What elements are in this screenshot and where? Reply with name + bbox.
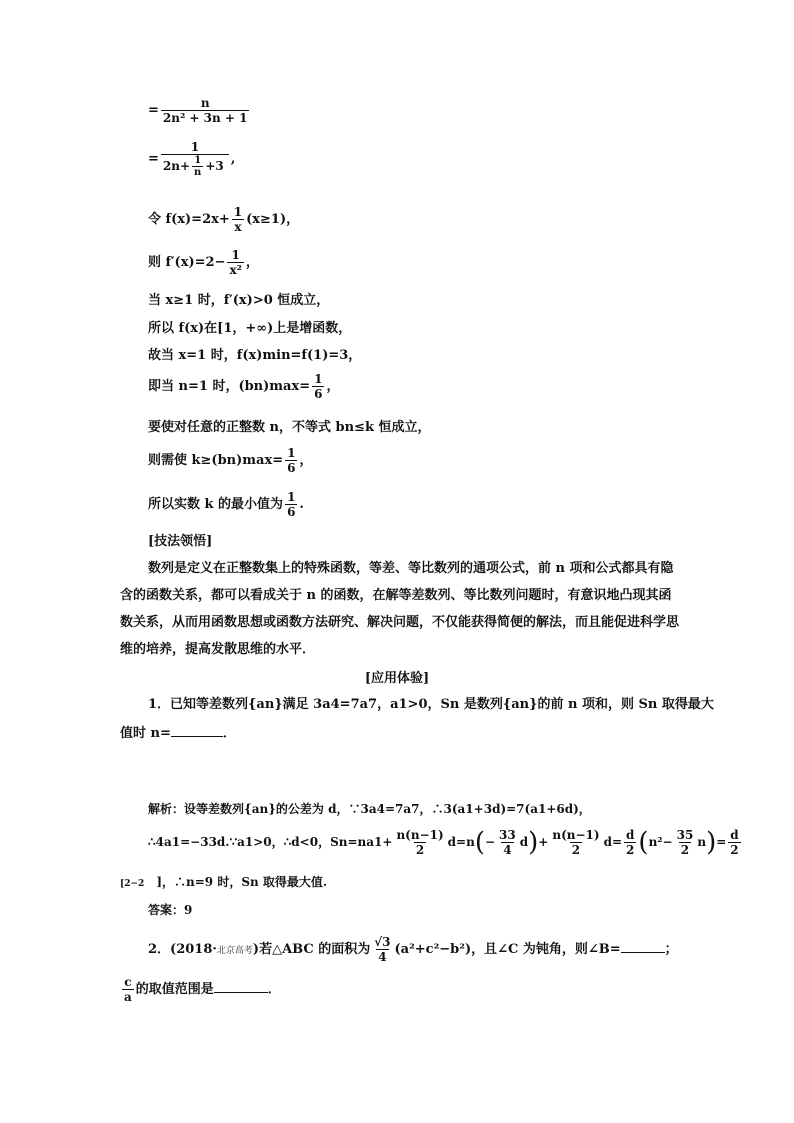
fraction	[285, 446, 297, 475]
equation-line-8	[148, 372, 339, 401]
fraction-denominator: 6	[287, 461, 296, 475]
fraction	[232, 205, 244, 234]
fraction	[227, 248, 243, 277]
right-paren: )	[706, 827, 717, 858]
left-paren: (	[474, 827, 485, 858]
answer-line: 答案：9	[148, 903, 193, 917]
punctuation: ．	[267, 982, 281, 997]
fraction	[624, 828, 636, 857]
garbled-bracket: [2−2	[120, 879, 145, 889]
fraction-denominator: x	[234, 220, 242, 234]
equation-line-9: 要使对任意的正整数 n，不等式 bn≤k 恒成立，	[148, 420, 431, 435]
fraction-denominator: n	[194, 167, 202, 178]
text-part: ]，∴n=9 时，Sn 取得最大值.	[156, 875, 328, 889]
fraction	[122, 975, 134, 1004]
equation-line-11	[148, 490, 304, 519]
fraction-numerator: c	[124, 975, 132, 989]
text-part: )若△ABC 的面积为	[252, 942, 371, 957]
fraction-numerator: 1	[314, 372, 323, 386]
text-part: 令 f(x)=2x+	[148, 212, 230, 227]
text-part: d	[519, 835, 529, 849]
question-2-line-1	[148, 935, 678, 964]
text-part: ，	[326, 379, 340, 394]
punctuation: ,	[230, 151, 236, 167]
fraction-denominator: 2	[571, 843, 581, 857]
equation-line-1	[148, 96, 251, 125]
fraction-denominator: x²	[229, 263, 242, 277]
fraction	[372, 935, 392, 964]
fraction	[312, 372, 324, 401]
question-1-line-2	[120, 724, 236, 742]
text-part: ，	[245, 255, 259, 270]
fraction-numerator: 1	[287, 446, 296, 460]
fraction	[161, 96, 250, 125]
equation-line-3	[148, 205, 299, 234]
text-part: ∴4a1=−33d.∵a1>0，∴d<0，Sn=na1+	[148, 835, 393, 849]
punctuation: ；	[664, 942, 678, 957]
equation-line-10	[148, 446, 312, 475]
text-part: d=	[603, 835, 623, 849]
fraction-numerator: 1	[233, 205, 243, 219]
text-part: 即当 n=1 时，(bn)max=	[148, 379, 311, 394]
equation-line-5: 当 x≥1 时，f′(x)>0 恒成立，	[148, 293, 330, 308]
fraction-denominator: 2	[680, 843, 690, 857]
fraction-numerator: d	[730, 828, 739, 842]
text-part: 则 f′(x)=2−	[148, 255, 226, 270]
text-part: ，	[299, 453, 313, 468]
text-part: −	[484, 835, 496, 849]
text-part: (x≥1)，	[246, 212, 300, 227]
text-part: 值时 n=	[120, 726, 171, 741]
fraction	[675, 828, 696, 857]
answer-blank[interactable]	[171, 724, 223, 737]
equation-line-6: 所以 f(x)在[1，+∞)上是增函数，	[148, 321, 352, 336]
text-part: +	[538, 835, 549, 849]
text-part: 的取值范围是	[135, 982, 214, 997]
fraction-numerator: 1	[287, 490, 296, 504]
fraction-numerator: n	[200, 96, 210, 110]
text-part: n	[697, 835, 707, 849]
apply-heading: [应用体验]	[364, 671, 430, 686]
text-part: (a²+c²−b²)，且∠C 为钝角，则∠B=	[394, 942, 621, 957]
question-2-line-2	[120, 975, 281, 1004]
inner-fraction	[192, 155, 203, 178]
fraction	[394, 828, 445, 857]
fraction-denominator: 6	[287, 505, 296, 519]
section-paragraph: 数列是定义在正整数集上的特殊函数，等差、等比数列的通项公式，前 n 项和公式都具有隐含的函数关系，都可以看成关于 n 的函数，在解等差数列、等比数列问题时，有意识地凸现其函数关系，从而用函数思想或函数方法研究、解决问题，不仅能获得简便的解法，而且能促进科学思维的培养，提高发散思维的水平．	[120, 561, 680, 657]
section-heading: [技法领悟]	[148, 534, 213, 549]
fraction	[728, 828, 740, 857]
equals-sign: =	[148, 103, 159, 118]
equation-line-2	[148, 140, 235, 178]
equals-sign: =	[148, 151, 159, 167]
punctuation: ．	[222, 726, 236, 741]
fraction-numerator: 33	[499, 828, 516, 842]
answer-blank-range[interactable]	[214, 980, 268, 993]
solution-line-1: 解析：设等差数列{an}的公差为 d，∵3a4=7a7，∴3(a1+3d)=7(a1+6d)，	[148, 802, 591, 816]
fraction-numerator: 1	[231, 248, 240, 262]
fraction-denominator: 2n² + 3n + 1	[162, 111, 248, 125]
fraction-numerator: 1	[190, 140, 200, 154]
text-part: 所以实数 k 的最小值为	[148, 497, 284, 512]
fraction	[497, 828, 518, 857]
fraction-denominator: 2	[415, 843, 425, 857]
fraction-numerator: √3	[374, 935, 391, 949]
fraction-numerator: 35	[676, 828, 694, 842]
fraction-denominator: a	[124, 990, 132, 1004]
fraction-denominator: 2	[626, 843, 635, 857]
text-part: 则需使 k≥(bn)max=	[148, 453, 284, 468]
source-label: 北京高考	[216, 946, 253, 956]
text-part: d=n	[447, 835, 475, 849]
text-part: =	[716, 835, 727, 849]
fraction-denominator: 4	[503, 843, 512, 857]
right-paren: )	[528, 827, 539, 858]
left-paren: (	[638, 827, 649, 858]
fraction-numerator: n(n−1)	[396, 828, 444, 842]
fraction-denominator: 2	[730, 843, 739, 857]
fraction-denominator	[161, 154, 229, 178]
text-part: n²−	[648, 835, 673, 849]
text-part: 2．(2018·	[148, 942, 217, 957]
fraction-numerator: n(n−1)	[552, 828, 600, 842]
fraction-denominator: 6	[314, 387, 323, 401]
solution-line-2	[148, 828, 743, 857]
solution-line-3	[120, 874, 327, 892]
fraction	[285, 490, 297, 519]
equation-line-7: 故当 x=1 时，f(x)min=f(1)=3，	[148, 348, 362, 363]
fraction	[161, 140, 229, 178]
denominator-part: 2n+	[162, 159, 191, 173]
answer-blank-angle[interactable]	[621, 940, 665, 953]
fraction-denominator: 4	[378, 950, 387, 964]
fraction	[550, 828, 601, 857]
fraction-numerator: d	[626, 828, 635, 842]
text-part: .	[299, 497, 304, 512]
fraction-numerator: 1	[194, 155, 202, 166]
denominator-part: +3	[205, 159, 224, 173]
equation-line-4	[148, 248, 259, 277]
question-1-line-1: 1．已知等差数列{an}满足 3a4=7a7，a1>0，Sn 是数列{an}的前 n 项和，则 Sn 取得最大	[148, 697, 714, 712]
